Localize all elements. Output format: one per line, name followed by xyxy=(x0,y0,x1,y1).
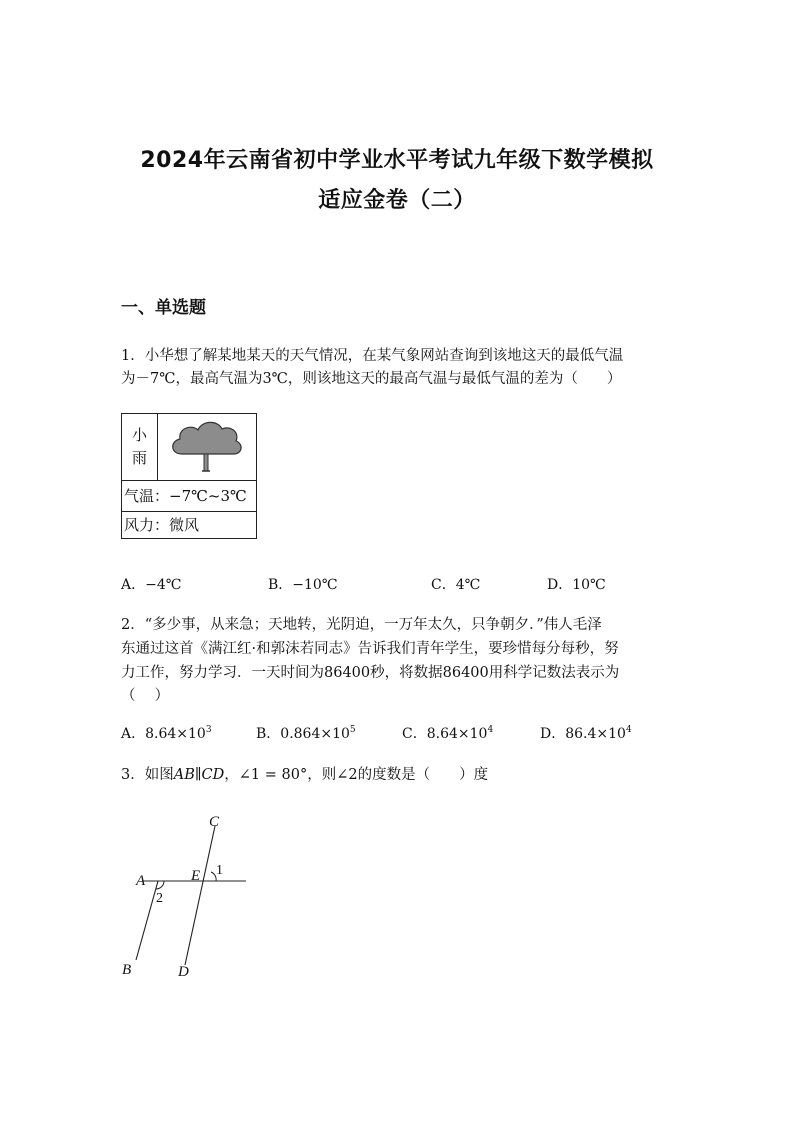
document-title-line2: 适应金卷（二） xyxy=(318,188,476,213)
q2-option-d[interactable] xyxy=(540,723,632,743)
line-ab xyxy=(136,881,158,960)
weather-temperature: 气温：−7℃~3℃ xyxy=(122,480,256,511)
q2-text-line1: 2．“多少事，从来急；天地转，光阴迫，一万年太久，只争朝夕．”伟人毛泽 xyxy=(121,617,602,633)
weather-condition-char2: 雨 xyxy=(131,449,147,467)
q2-option-b-prefix: B． xyxy=(256,726,281,742)
q3-text-pre: 3．如图 xyxy=(121,767,174,783)
q2-option-b-base: 0.864×10 xyxy=(280,726,350,742)
label-c: C xyxy=(209,814,220,830)
section-heading: 一、单选题 xyxy=(121,298,206,318)
q3-parallel-expr: AB∥CD xyxy=(173,767,225,783)
q2-option-a[interactable] xyxy=(121,723,212,743)
q1-option-c[interactable]: C．4℃ xyxy=(431,577,481,593)
q3-text-mid: ，∠1 = 80°，则∠2的度数是（ ）度 xyxy=(224,767,489,783)
q3-text xyxy=(121,763,488,784)
q2-option-a-prefix: A． xyxy=(121,726,146,742)
q1-option-b[interactable]: B．−10℃ xyxy=(268,577,338,593)
q2-text-line2: 东通过这首《满江红·和郭沫若同志》告诉我们青年学生，要珍惜每分每秒，努 xyxy=(121,641,619,657)
q2-option-c-base: 8.64×10 xyxy=(426,726,488,742)
cloud-rain-icon xyxy=(158,414,256,480)
q2-option-b[interactable] xyxy=(256,723,356,743)
weather-wind: 风力：微风 xyxy=(122,511,256,539)
weather-condition xyxy=(122,414,158,480)
weather-condition-char1: 小 xyxy=(131,426,147,444)
q2-option-d-exp: 4 xyxy=(625,725,632,735)
weather-card xyxy=(121,413,257,539)
label-b: B xyxy=(122,962,132,978)
q2-option-d-prefix: D． xyxy=(540,726,566,742)
q1-text-line2: 为－7℃，最高气温为3℃，则该地这天的最高气温与最低气温的差为（ ） xyxy=(121,371,622,387)
parallel-lines-figure xyxy=(118,808,258,987)
line-cd xyxy=(185,826,215,965)
q2-option-c-exp: 4 xyxy=(487,725,494,735)
q2-option-c-prefix: C． xyxy=(402,726,427,742)
q1-option-a[interactable]: A．−4℃ xyxy=(121,577,182,593)
label-angle-2: 2 xyxy=(156,891,163,906)
label-e: E xyxy=(191,868,201,884)
label-d: D xyxy=(178,964,189,980)
document-title-line1: 2024年云南省初中学业水平考试九年级下数学模拟 xyxy=(140,148,654,173)
q2-text-line3: 力工作，努力学习．一天时间为86400秒，将数据86400用科学记数法表示为 xyxy=(121,665,620,681)
q2-option-b-exp: 5 xyxy=(349,725,356,735)
q2-option-d-base: 86.4×10 xyxy=(565,726,626,742)
q2-option-a-exp: 3 xyxy=(205,725,212,735)
label-a: A xyxy=(136,873,146,889)
q2-option-a-base: 8.64×10 xyxy=(145,726,206,742)
q1-text-line1: 1．小华想了解某地某天的天气情况，在某气象网站查询到该地这天的最低气温 xyxy=(121,348,624,364)
label-angle-1: 1 xyxy=(216,863,223,878)
q2-option-c[interactable] xyxy=(402,723,493,743)
q1-option-d[interactable]: D．10℃ xyxy=(547,577,606,593)
q2-text-line4: （ ） xyxy=(121,688,170,704)
